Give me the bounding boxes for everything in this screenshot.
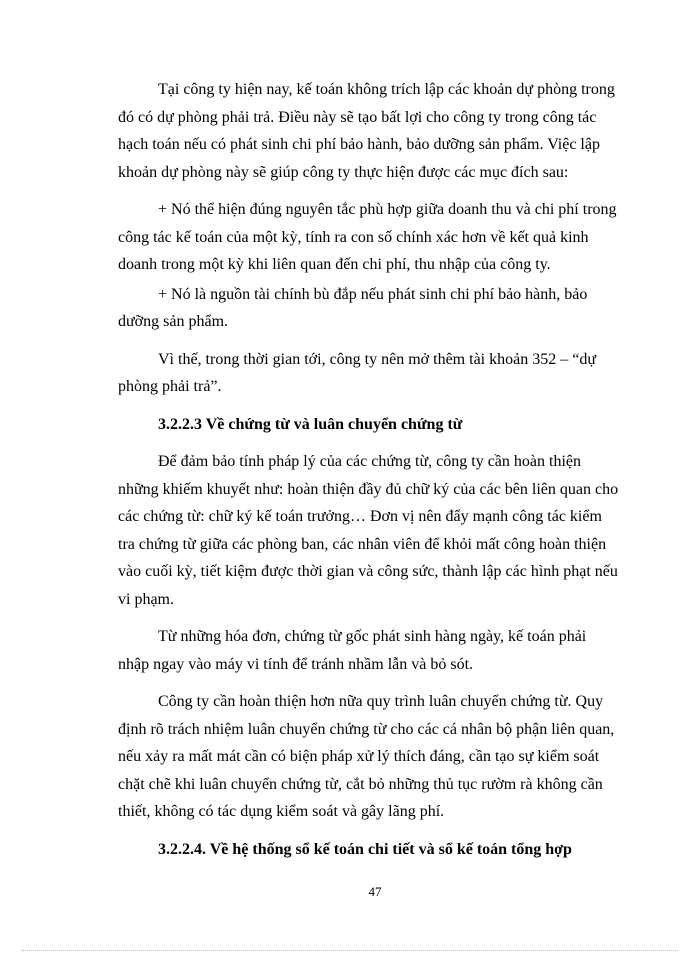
text-line: + Nó là nguồn tài chính bù đắp nếu phát sinh chi phí bảo hành, bảo [158,285,588,303]
paragraph-document-flow [118,688,640,826]
page-bottom-divider [22,950,678,951]
text-line: phòng phải trả”. [118,378,222,395]
text-line: vào cuối kỳ, tiết kiệm được thời gian và công sức, thành lập các hình phạt nếu [118,563,618,580]
text-line: Tại công ty hiện nay, kế toán không trích lập các khoản dự phòng trong [158,81,615,98]
text-line: doanh trong một kỳ khi liên quan đến chi phí, thu nhập của công ty. [118,256,551,273]
text-line: các chứng từ: chữ ký kế toán trưởng… Đơn vị nên đẩy mạnh công tác kiểm [118,508,602,525]
text-line: Công ty cần hoàn thiện hơn nữa quy trình luân chuyển chứng từ. Quy [158,693,604,710]
section-heading-3-2-2-4: 3.2.2.4. Về hệ thống sổ kế toán chi tiết và sổ kế toán tổng hợp [158,840,572,858]
section-heading-3-2-2-3: 3.2.2.3 Về chứng từ và luân chuyển chứng từ [158,415,463,433]
paragraph-bullet-matching [118,196,640,279]
text-line: thiết, không có tác dụng kiểm soát và gây lãng phí. [118,803,445,820]
text-line: nhập ngay vào máy vi tính để tránh nhầm lẫn và bỏ sót. [118,655,474,673]
text-line: dưỡng sản phẩm. [118,313,229,330]
paragraph-provisions-intro [118,76,640,186]
text-line: công tác kế toán của một kỳ, tính ra con số chính xác hơn về kết quả kinh [118,228,589,246]
text-line: vi phạm. [118,590,174,608]
text-line: định rõ trách nhiệm luân chuyển chứng từ cho các cá nhân bộ phận liên quan, [118,720,615,738]
text-line: đó có dự phòng phải trả. Điều này sẽ tạo bất lợi cho công ty trong công tác [118,108,597,126]
text-line: những khiếm khuyết như: hoàn thiện đầy đủ chữ ký của các bên liên quan cho [118,480,619,498]
text-line: Để đảm bảo tính pháp lý của các chứng từ, công ty cần hoàn thiện [158,453,581,470]
page-number: 47 [368,884,382,899]
paragraph-account-352 [118,346,640,401]
paragraph-legal-validity [118,448,640,613]
text-line: + Nó thể hiện đúng nguyên tắc phù hợp giữa doanh thu và chi phí trong [158,201,617,218]
paragraph-bullet-funding [118,281,640,336]
text-line: tra chứng từ giữa các phòng ban, các nhân viên để khỏi mất công hoàn thiện [118,535,607,553]
text-line: hạch toán nếu có phát sinh chi phí bảo hành, bảo dưỡng sản phẩm. Việc lập [118,136,600,153]
text-line: khoản dự phòng này sẽ giúp công ty thực hiện được các mục đích sau: [118,163,569,181]
text-line: chặt chẽ khi luân chuyển chứng từ, cắt bỏ những thủ tục rườm rà không cần [118,775,603,793]
paragraph-data-entry [118,623,640,678]
page-content [118,76,640,873]
text-line: Vì thế, trong thời gian tới, công ty nên mở thêm tài khoản 352 – “dự [158,350,596,368]
text-line: nếu xảy ra mất mát cần có biện pháp xử lý thích đáng, cần tạo sự kiểm soát [118,748,600,765]
text-line: Từ những hóa đơn, chứng từ gốc phát sinh hàng ngày, kế toán phải [158,628,587,645]
